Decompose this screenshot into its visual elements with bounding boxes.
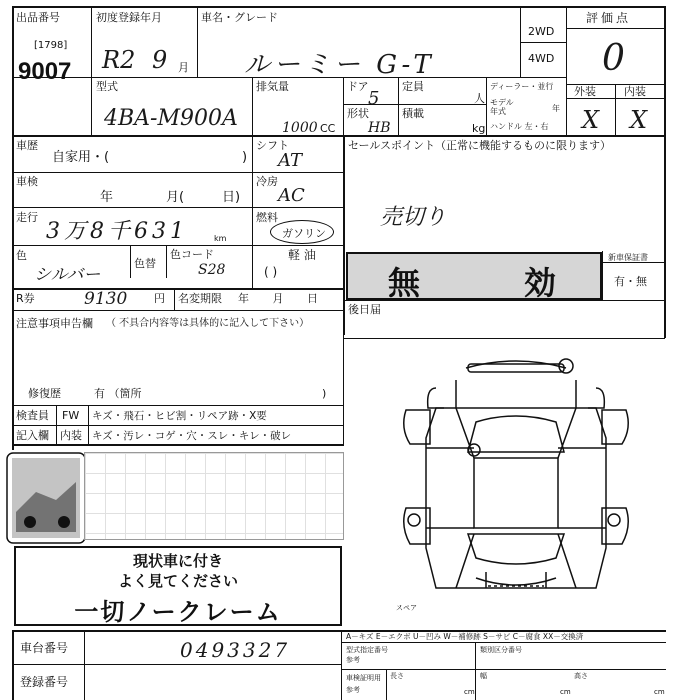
row-line-1 (12, 172, 344, 173)
title-deadline-value: 年 月 日 (238, 292, 318, 305)
notice-line-1: 現状車に付き (132, 553, 223, 570)
mileage-value: 3万8千631 (46, 219, 188, 244)
repair-close: ) (322, 387, 327, 400)
history-label: 車歴 (16, 139, 38, 152)
displacement-unit: CC (320, 122, 336, 135)
length-label: 長さ (390, 672, 404, 680)
void-stamp-char-2: 効 (524, 265, 557, 301)
repair-value: 有 （箇所 (94, 387, 142, 400)
interior-label: 内装 (624, 85, 646, 98)
sales-point-value: 売切り (380, 205, 447, 230)
first-reg-era: R2 (102, 46, 136, 74)
repaint-label: 色替 (134, 257, 156, 270)
spare-label: スペア (396, 604, 417, 612)
model-year-label: モデル 年式 (490, 98, 514, 116)
footer-right-line-2 (341, 669, 666, 670)
width-label: 幅 (480, 672, 487, 680)
header-vline-1 (91, 6, 92, 136)
inspection-month: 月( (166, 190, 185, 205)
car-diagram (396, 348, 636, 608)
handle-label: ハンドル 左・右 (490, 122, 549, 131)
inspection-label: 車検 (16, 175, 38, 188)
sales-point-label: セールスポイント（正常に機能するものに限ります） (348, 139, 612, 152)
frame-left (12, 6, 14, 450)
name-grade-value: ルーミー G-T (244, 50, 435, 80)
recycle-label: R券 (16, 292, 35, 305)
interior-items: キズ・汚レ・コゲ・穴・スレ・キレ・破レ (92, 430, 292, 442)
inspector-vline (56, 405, 57, 445)
load-unit: kg (472, 122, 486, 135)
mileage-unit: km (214, 234, 227, 243)
ref-label: 参考 (346, 656, 360, 664)
footer-mid (12, 664, 342, 665)
lot-label: 出品番号 (16, 11, 60, 24)
score-vline (615, 84, 616, 136)
score-hline (566, 28, 666, 29)
ref-label-2: 参考 (346, 686, 360, 694)
notice-line-2: よく見てください (117, 573, 238, 590)
inspection-year: 年 (100, 190, 114, 205)
type-cert-label: 型式指定番号 (346, 646, 388, 654)
footer-right-vline (341, 630, 342, 700)
shift-label: シフト (256, 139, 289, 152)
color-vline-1 (130, 245, 131, 278)
row-line-5 (12, 310, 344, 311)
inspection-stamp-image (6, 452, 86, 544)
color-label: 色 (16, 249, 27, 262)
model-label: 型式 (96, 80, 118, 93)
warranty-hline (602, 262, 666, 263)
height-label: 高さ (574, 672, 588, 680)
color-vline-2 (166, 245, 167, 278)
notes-hint: （ 不具合内容等は具体的に記入して下さい） (106, 318, 310, 329)
warranty-label: 新車保証書 (608, 253, 648, 262)
exterior-value: X (582, 106, 600, 134)
exhaust-cert-label: 車検証明用 (346, 674, 381, 682)
header-vline-4 (343, 77, 344, 136)
row-line-2 (12, 207, 344, 208)
first-reg-month: 9 (152, 46, 168, 74)
month-unit: 月 (178, 61, 189, 74)
header-bottom-line (12, 135, 666, 137)
title-deadline-label: 名変期限 (178, 292, 222, 305)
footer-left (12, 630, 14, 700)
model-value: 4BA-M900A (104, 106, 238, 131)
shape-value: HB (368, 120, 391, 136)
color-code-value: S28 (198, 262, 226, 278)
warranty-vline (602, 251, 603, 301)
header-vline-5 (398, 77, 399, 136)
width-unit: cm (560, 688, 571, 696)
notes-label: 注意事項申告欄 (16, 317, 93, 330)
fw-vline (88, 405, 89, 445)
void-stamp (346, 252, 602, 300)
lot-number: 9007 (18, 58, 72, 85)
chassis-value: 0493327 (180, 638, 291, 662)
row-line-3 (12, 245, 344, 246)
capacity-unit: 人 (474, 92, 485, 105)
recycle-value: 9130 (84, 289, 128, 309)
ac-label: 冷房 (256, 175, 278, 188)
header-hline-drive (520, 42, 567, 43)
score-label: 評価点 (586, 11, 632, 25)
mid-vline (252, 135, 253, 290)
row-line-4 (12, 288, 344, 290)
name-grade-label: 車名・グレード (201, 11, 278, 24)
drive-2wd: 2WD (528, 25, 555, 38)
lot-sub: [1798] (34, 40, 68, 51)
mileage-label: 走行 (16, 211, 38, 224)
notes-bottom (12, 405, 344, 406)
header-hline-shape (343, 104, 487, 105)
header-vline-6 (486, 77, 487, 136)
displacement-label: 排気量 (256, 80, 289, 93)
year-unit: 年 (552, 104, 560, 113)
shift-value: AT (278, 150, 303, 171)
interior-bottom (12, 444, 344, 446)
fw-bottom (12, 425, 344, 426)
notice-box (14, 546, 342, 626)
repair-label: 修復歴 (28, 387, 61, 400)
chassis-label: 車台番号 (20, 641, 69, 655)
footer-right-vline-3 (386, 669, 387, 700)
height-unit: cm (654, 688, 665, 696)
later-date-bottom (343, 338, 665, 339)
fw-label: FW (62, 409, 80, 422)
footer-right-vline-2 (475, 642, 476, 700)
history-close: ) (242, 150, 248, 165)
reg-label: 登録番号 (20, 675, 69, 689)
interior-row-label: 内装 (60, 429, 82, 442)
exterior-label: 外装 (574, 85, 596, 98)
inspection-day: 日) (222, 190, 241, 205)
doors-label: ドア (347, 80, 369, 93)
fuel-label: 燃料 (256, 211, 278, 224)
fw-items: キズ・飛石・ヒビ割・リペア跡・X要 (92, 410, 267, 422)
yen-unit: 円 (154, 292, 165, 305)
fuel-light: 軽 油 (288, 248, 316, 262)
notes-right (343, 335, 344, 446)
load-label: 積載 (402, 107, 424, 120)
legend: A－キズ E－エクボ U－凹み W－補修跡 S－サビ C－腐食 XX－交換済 (346, 632, 584, 641)
ac-value: AC (278, 185, 305, 206)
fuel-value: ガソリン (282, 227, 326, 240)
record-label: 記入欄 (16, 429, 49, 442)
notice-line-3: 一切ノークレーム (74, 599, 282, 626)
class-label: 類別区分番号 (480, 646, 522, 654)
footer-vline (84, 630, 85, 700)
shape-label: 形状 (347, 107, 369, 120)
footer-right-line-1 (341, 642, 666, 643)
history-value: 自家用・( (52, 150, 110, 165)
doors-value: 5 (368, 88, 380, 109)
color-value: シルバー (34, 265, 101, 285)
length-unit: cm (464, 688, 475, 696)
drive-4wd: 4WD (528, 52, 555, 65)
frame-right (664, 6, 666, 338)
recycle-vline (174, 288, 175, 311)
inspector-label: 検査員 (16, 409, 49, 422)
dealer-label: ディーラー・並行 (490, 82, 554, 91)
fuel-circle (270, 220, 334, 244)
header-vline-score (566, 6, 567, 136)
later-date-label: 後日届 (348, 303, 381, 316)
void-stamp-char-1: 無 (388, 265, 421, 301)
header-vline-3 (252, 77, 253, 136)
frame-top (12, 6, 666, 8)
interior-value: X (630, 106, 648, 134)
score-value: 0 (602, 38, 625, 79)
right-col-vline (343, 135, 345, 335)
color-code-label: 色コード (170, 248, 214, 261)
first-reg-label: 初度登録年月 (96, 11, 162, 24)
displacement-value: 1000 (282, 120, 318, 136)
capacity-label: 定員 (402, 80, 424, 93)
header-vline-2 (197, 6, 198, 78)
score-hline-2 (566, 98, 666, 99)
fuel-paren: ( ) (264, 265, 278, 279)
notes-grid (84, 452, 344, 540)
warranty-value: 有・無 (614, 275, 647, 288)
